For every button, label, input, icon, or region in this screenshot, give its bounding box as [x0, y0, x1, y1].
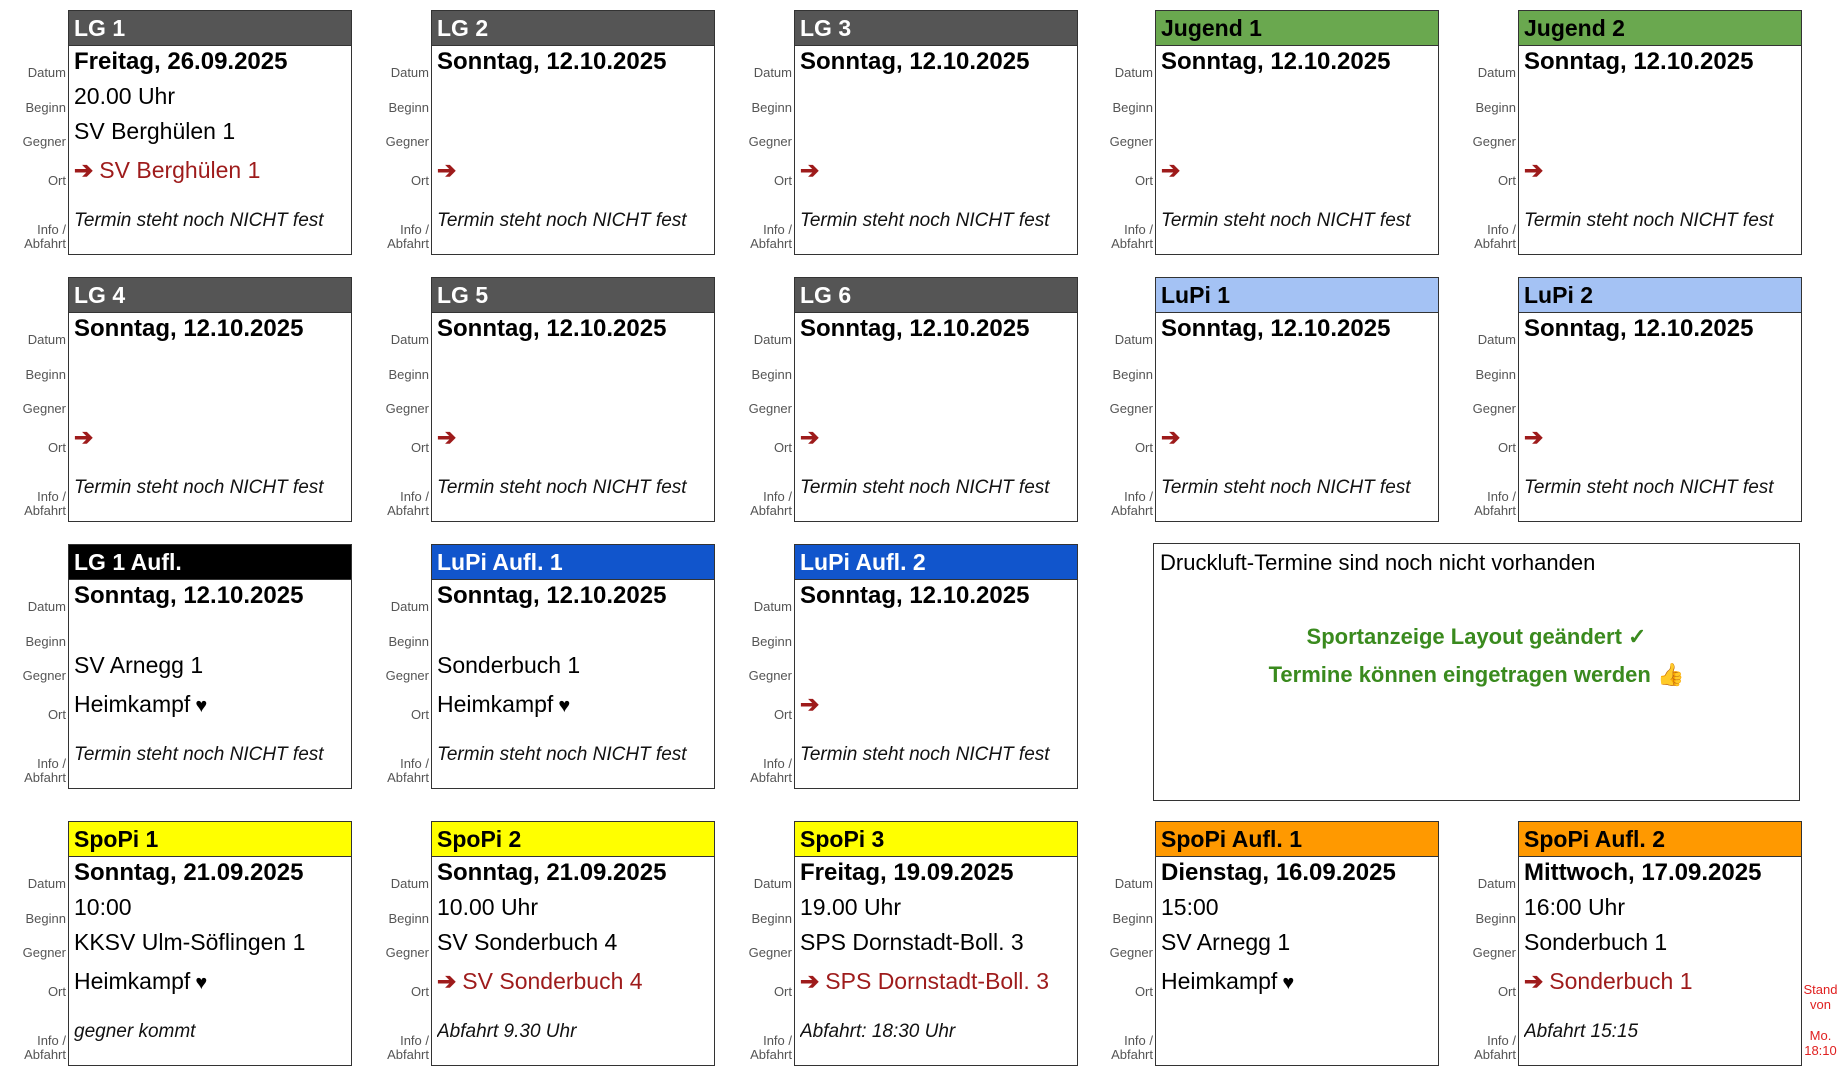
match-info: Abfahrt: 18:30 Uhr: [800, 1021, 956, 1042]
arrow-right-icon: ➔: [1161, 424, 1181, 450]
match-date: Sonntag, 12.10.2025: [74, 582, 304, 609]
team-title: SpoPi 2: [432, 822, 714, 857]
arrow-right-icon: ➔: [800, 691, 820, 717]
team-title: SpoPi Aufl. 2: [1519, 822, 1801, 857]
datum-label: Datum: [390, 332, 429, 347]
match-begin: 10:00: [74, 894, 132, 920]
abfahrt-label: Abfahrt: [24, 1047, 66, 1062]
team-title: LuPi 1: [1156, 278, 1438, 313]
field-labels: [1087, 10, 1153, 258]
match-info: Termin steht noch NICHT fest: [74, 477, 324, 498]
match-begin: 16:00 Uhr: [1524, 894, 1626, 920]
stand-timestamp: [1798, 982, 1843, 1058]
ort-label: Ort: [47, 173, 66, 188]
ort-label: Ort: [773, 984, 792, 999]
team-title: LG 5: [432, 278, 714, 313]
match-location: [437, 157, 710, 184]
datum-label: Datum: [753, 599, 792, 614]
match-info: Abfahrt 15:15: [1524, 1021, 1639, 1042]
info-label: Info /: [37, 756, 66, 771]
datum-label: Datum: [753, 876, 792, 891]
arrow-right-icon: ➔: [1524, 157, 1544, 183]
info-label: Info /: [400, 222, 429, 237]
match-opponent: SV Sonderbuch 4: [437, 929, 618, 955]
team-card: [726, 277, 1062, 525]
notice-line-druckluft: Druckluft-Termine sind noch nicht vorhanden: [1160, 550, 1596, 575]
match-info: gegner kommt: [74, 1021, 196, 1042]
heart-icon: ♥: [195, 695, 208, 717]
team-title: LuPi Aufl. 1: [432, 545, 714, 580]
card-box: [794, 544, 1078, 789]
team-card: [1450, 10, 1786, 258]
gegner-label: Gegner: [22, 134, 66, 149]
team-title: LG 2: [432, 11, 714, 46]
match-location: [437, 424, 710, 451]
card-box: [794, 10, 1078, 255]
notice-line-termine: Termine können eingetragen werden 👍: [1268, 662, 1685, 687]
info-label: Info /: [37, 222, 66, 237]
arrow-right-icon: ➔: [1524, 424, 1544, 450]
card-box: [1518, 821, 1802, 1066]
abfahrt-label: Abfahrt: [1474, 236, 1516, 251]
match-date: Sonntag, 21.09.2025: [437, 859, 667, 886]
gegner-label: Gegner: [385, 668, 429, 683]
match-location: [1161, 157, 1434, 184]
beginn-label: Beginn: [388, 634, 429, 649]
match-info: Termin steht noch NICHT fest: [1161, 210, 1411, 231]
field-labels: [0, 821, 66, 1069]
location-text: Heimkampf: [74, 691, 191, 717]
datum-label: Datum: [1477, 876, 1516, 891]
info-label: Info /: [1487, 489, 1516, 504]
field-labels: [0, 10, 66, 258]
card-box: [431, 544, 715, 789]
field-labels: [1450, 10, 1516, 258]
team-title: LuPi 2: [1519, 278, 1801, 313]
info-label: Info /: [1124, 489, 1153, 504]
info-label: Info /: [763, 489, 792, 504]
arrow-right-icon: ➔: [437, 157, 457, 183]
arrow-right-icon: ➔: [74, 157, 94, 183]
abfahrt-label: Abfahrt: [387, 1047, 429, 1062]
match-info: Termin steht noch NICHT fest: [1524, 477, 1774, 498]
gegner-label: Gegner: [1109, 134, 1153, 149]
match-date: Dienstag, 16.09.2025: [1161, 859, 1396, 886]
location-text: Heimkampf: [1161, 968, 1278, 994]
match-opponent: Sonderbuch 1: [437, 652, 581, 678]
team-title: Jugend 2: [1519, 11, 1801, 46]
arrow-right-icon: ➔: [437, 968, 457, 994]
match-info: Termin steht noch NICHT fest: [1524, 210, 1774, 231]
match-location: [74, 157, 347, 184]
match-location: [437, 691, 710, 718]
team-card: [726, 821, 1062, 1069]
match-info: Termin steht noch NICHT fest: [437, 210, 687, 231]
match-date: Sonntag, 12.10.2025: [800, 582, 1030, 609]
team-card: [0, 277, 336, 525]
beginn-label: Beginn: [1112, 367, 1153, 382]
ort-label: Ort: [47, 984, 66, 999]
ort-label: Ort: [773, 173, 792, 188]
gegner-label: Gegner: [1472, 401, 1516, 416]
abfahrt-label: Abfahrt: [387, 503, 429, 518]
field-labels: [0, 277, 66, 525]
team-card: [726, 10, 1062, 258]
team-card: [363, 10, 699, 258]
card-box: [794, 821, 1078, 1066]
match-location: [74, 424, 347, 451]
abfahrt-label: Abfahrt: [387, 236, 429, 251]
abfahrt-label: Abfahrt: [24, 770, 66, 785]
match-date: Freitag, 26.09.2025: [74, 48, 288, 75]
abfahrt-label: Abfahrt: [1111, 236, 1153, 251]
beginn-label: Beginn: [751, 367, 792, 382]
team-card: [1087, 821, 1423, 1069]
match-date: Sonntag, 12.10.2025: [437, 315, 667, 342]
notice-line-layout: Sportanzeige Layout geändert ✓: [1306, 624, 1647, 649]
field-labels: [726, 544, 792, 792]
beginn-label: Beginn: [751, 634, 792, 649]
beginn-label: Beginn: [25, 100, 66, 115]
beginn-label: Beginn: [25, 911, 66, 926]
gegner-label: Gegner: [22, 668, 66, 683]
match-begin: 15:00: [1161, 894, 1219, 920]
abfahrt-label: Abfahrt: [750, 1047, 792, 1062]
team-card: [1450, 821, 1786, 1069]
info-label: Info /: [1487, 1033, 1516, 1048]
datum-label: Datum: [753, 332, 792, 347]
abfahrt-label: Abfahrt: [750, 236, 792, 251]
info-label: Info /: [763, 1033, 792, 1048]
gegner-label: Gegner: [385, 401, 429, 416]
info-label: Info /: [1487, 222, 1516, 237]
card-box: [68, 10, 352, 255]
card-box: [431, 277, 715, 522]
match-date: Sonntag, 12.10.2025: [1524, 48, 1754, 75]
match-date: Freitag, 19.09.2025: [800, 859, 1014, 886]
beginn-label: Beginn: [25, 634, 66, 649]
heart-icon: ♥: [1282, 972, 1295, 994]
datum-label: Datum: [390, 599, 429, 614]
abfahrt-label: Abfahrt: [750, 770, 792, 785]
datum-label: Datum: [1477, 65, 1516, 80]
arrow-right-icon: ➔: [437, 424, 457, 450]
gegner-label: Gegner: [22, 401, 66, 416]
match-date: Sonntag, 12.10.2025: [437, 582, 667, 609]
match-location: [800, 157, 1073, 184]
match-location: [74, 968, 347, 995]
match-location: [437, 968, 710, 995]
match-info: Termin steht noch NICHT fest: [800, 210, 1050, 231]
beginn-label: Beginn: [751, 911, 792, 926]
ort-label: Ort: [47, 440, 66, 455]
location-text: Heimkampf: [437, 691, 554, 717]
field-labels: [363, 544, 429, 792]
abfahrt-label: Abfahrt: [750, 503, 792, 518]
team-title: SpoPi 1: [69, 822, 351, 857]
team-card: [363, 821, 699, 1069]
match-date: Sonntag, 12.10.2025: [74, 315, 304, 342]
heart-icon: ♥: [195, 972, 208, 994]
info-label: Info /: [400, 489, 429, 504]
beginn-label: Beginn: [1475, 367, 1516, 382]
ort-label: Ort: [410, 984, 429, 999]
team-card: [1087, 10, 1423, 258]
datum-label: Datum: [1114, 65, 1153, 80]
field-labels: [1450, 277, 1516, 525]
abfahrt-label: Abfahrt: [24, 236, 66, 251]
card-box: [431, 821, 715, 1066]
gegner-label: Gegner: [1472, 945, 1516, 960]
team-title: LG 6: [795, 278, 1077, 313]
beginn-label: Beginn: [388, 367, 429, 382]
field-labels: [363, 277, 429, 525]
datum-label: Datum: [753, 65, 792, 80]
ort-label: Ort: [410, 707, 429, 722]
match-date: Sonntag, 12.10.2025: [800, 315, 1030, 342]
card-box: [794, 277, 1078, 522]
gegner-label: Gegner: [1109, 945, 1153, 960]
match-location: [800, 691, 1073, 718]
abfahrt-label: Abfahrt: [1474, 1047, 1516, 1062]
match-date: Mittwoch, 17.09.2025: [1524, 859, 1762, 886]
beginn-label: Beginn: [388, 911, 429, 926]
ort-label: Ort: [47, 707, 66, 722]
card-box: [1518, 277, 1802, 522]
location-text: Heimkampf: [74, 968, 191, 994]
location-text: Sonderbuch 1: [1549, 968, 1693, 994]
match-date: Sonntag, 12.10.2025: [1161, 315, 1391, 342]
match-info: Termin steht noch NICHT fest: [437, 744, 687, 765]
match-begin: 10.00 Uhr: [437, 894, 539, 920]
match-date: Sonntag, 12.10.2025: [800, 48, 1030, 75]
gegner-label: Gegner: [385, 945, 429, 960]
match-date: Sonntag, 12.10.2025: [1161, 48, 1391, 75]
team-card: [363, 544, 699, 792]
ort-label: Ort: [1134, 440, 1153, 455]
gegner-label: Gegner: [1472, 134, 1516, 149]
stand-label: Stand: [1803, 982, 1838, 997]
field-labels: [1087, 821, 1153, 1069]
arrow-right-icon: ➔: [1161, 157, 1181, 183]
team-card: [0, 10, 336, 258]
card-box: [1155, 10, 1439, 255]
heart-icon: ♥: [558, 695, 571, 717]
gegner-label: Gegner: [748, 401, 792, 416]
team-card: [363, 277, 699, 525]
ort-label: Ort: [1134, 173, 1153, 188]
card-box: [431, 10, 715, 255]
arrow-right-icon: ➔: [1524, 968, 1544, 994]
gegner-label: Gegner: [22, 945, 66, 960]
team-title: LuPi Aufl. 2: [795, 545, 1077, 580]
datum-label: Datum: [1114, 876, 1153, 891]
match-location: [1524, 157, 1797, 184]
ort-label: Ort: [1497, 440, 1516, 455]
card-box: [68, 544, 352, 789]
match-location: [1161, 424, 1434, 451]
ort-label: Ort: [1497, 984, 1516, 999]
match-date: Sonntag, 12.10.2025: [1524, 315, 1754, 342]
gegner-label: Gegner: [748, 134, 792, 149]
match-info: Termin steht noch NICHT fest: [800, 477, 1050, 498]
gegner-label: Gegner: [748, 945, 792, 960]
team-title: LG 1 Aufl.: [69, 545, 351, 580]
field-labels: [726, 277, 792, 525]
beginn-label: Beginn: [1112, 911, 1153, 926]
card-box: [68, 277, 352, 522]
match-location: [1524, 424, 1797, 451]
location-text: SV Sonderbuch 4: [462, 968, 643, 994]
field-labels: [726, 10, 792, 258]
match-location: [800, 968, 1073, 995]
team-title: Jugend 1: [1156, 11, 1438, 46]
ort-label: Ort: [1134, 984, 1153, 999]
field-labels: [0, 544, 66, 792]
team-title: LG 4: [69, 278, 351, 313]
info-label: Info /: [1124, 1033, 1153, 1048]
gegner-label: Gegner: [748, 668, 792, 683]
datum-label: Datum: [1477, 332, 1516, 347]
stand-day: Mo.: [1809, 1028, 1832, 1043]
team-card: [0, 544, 336, 792]
datum-label: Datum: [27, 65, 66, 80]
match-info: Termin steht noch NICHT fest: [74, 210, 324, 231]
card-box: [1518, 10, 1802, 255]
arrow-right-icon: ➔: [800, 157, 820, 183]
team-card: [726, 544, 1062, 792]
match-opponent: SV Berghülen 1: [74, 118, 236, 144]
abfahrt-label: Abfahrt: [1111, 1047, 1153, 1062]
card-box: [1155, 277, 1439, 522]
match-location: [1524, 968, 1797, 995]
ort-label: Ort: [773, 707, 792, 722]
abfahrt-label: Abfahrt: [1474, 503, 1516, 518]
info-label: Info /: [37, 489, 66, 504]
match-info: Termin steht noch NICHT fest: [74, 744, 324, 765]
location-text: SV Berghülen 1: [99, 157, 261, 183]
gegner-label: Gegner: [385, 134, 429, 149]
abfahrt-label: Abfahrt: [387, 770, 429, 785]
match-opponent: Sonderbuch 1: [1524, 929, 1668, 955]
arrow-right-icon: ➔: [800, 968, 820, 994]
ort-label: Ort: [410, 440, 429, 455]
beginn-label: Beginn: [1475, 100, 1516, 115]
team-title: SpoPi 3: [795, 822, 1077, 857]
team-title: LG 1: [69, 11, 351, 46]
datum-label: Datum: [27, 876, 66, 891]
field-labels: [1087, 277, 1153, 525]
team-title: LG 3: [795, 11, 1077, 46]
card-box: [68, 821, 352, 1066]
beginn-label: Beginn: [388, 100, 429, 115]
arrow-right-icon: ➔: [74, 424, 94, 450]
match-opponent: SV Arnegg 1: [1161, 929, 1291, 955]
match-location: [74, 691, 347, 718]
beginn-label: Beginn: [751, 100, 792, 115]
match-begin: 19.00 Uhr: [800, 894, 902, 920]
info-label: Info /: [400, 1033, 429, 1048]
ort-label: Ort: [773, 440, 792, 455]
match-date: Sonntag, 21.09.2025: [74, 859, 304, 886]
info-label: Info /: [37, 1033, 66, 1048]
match-opponent: KKSV Ulm-Söflingen 1: [74, 929, 306, 955]
match-info: Termin steht noch NICHT fest: [800, 744, 1050, 765]
info-label: Info /: [400, 756, 429, 771]
field-labels: [726, 821, 792, 1069]
match-info: Termin steht noch NICHT fest: [1161, 477, 1411, 498]
match-info: Termin steht noch NICHT fest: [437, 477, 687, 498]
datum-label: Datum: [27, 332, 66, 347]
location-text: SPS Dornstadt-Boll. 3: [825, 968, 1049, 994]
match-opponent: SV Arnegg 1: [74, 652, 204, 678]
info-label: Info /: [1124, 222, 1153, 237]
field-labels: [363, 10, 429, 258]
beginn-label: Beginn: [1475, 911, 1516, 926]
team-card: [1450, 277, 1786, 525]
match-location: [1161, 968, 1434, 995]
match-begin: 20.00 Uhr: [74, 83, 176, 109]
ort-label: Ort: [410, 173, 429, 188]
beginn-label: Beginn: [25, 367, 66, 382]
stand-time: 18:10: [1804, 1043, 1837, 1058]
info-label: Info /: [763, 756, 792, 771]
team-card: [0, 821, 336, 1069]
arrow-right-icon: ➔: [800, 424, 820, 450]
field-labels: [1450, 821, 1516, 1069]
match-opponent: SPS Dornstadt-Boll. 3: [800, 929, 1024, 955]
datum-label: Datum: [390, 876, 429, 891]
beginn-label: Beginn: [1112, 100, 1153, 115]
abfahrt-label: Abfahrt: [1111, 503, 1153, 518]
abfahrt-label: Abfahrt: [24, 503, 66, 518]
match-date: Sonntag, 12.10.2025: [437, 48, 667, 75]
match-location: [800, 424, 1073, 451]
team-card: [1087, 277, 1423, 525]
notice-box: [1153, 543, 1800, 801]
gegner-label: Gegner: [1109, 401, 1153, 416]
team-title: SpoPi Aufl. 1: [1156, 822, 1438, 857]
datum-label: Datum: [27, 599, 66, 614]
datum-label: Datum: [1114, 332, 1153, 347]
field-labels: [363, 821, 429, 1069]
info-label: Info /: [763, 222, 792, 237]
datum-label: Datum: [390, 65, 429, 80]
card-box: [1155, 821, 1439, 1066]
stand-von: von: [1810, 997, 1831, 1012]
ort-label: Ort: [1497, 173, 1516, 188]
match-info: Abfahrt 9.30 Uhr: [437, 1021, 577, 1042]
